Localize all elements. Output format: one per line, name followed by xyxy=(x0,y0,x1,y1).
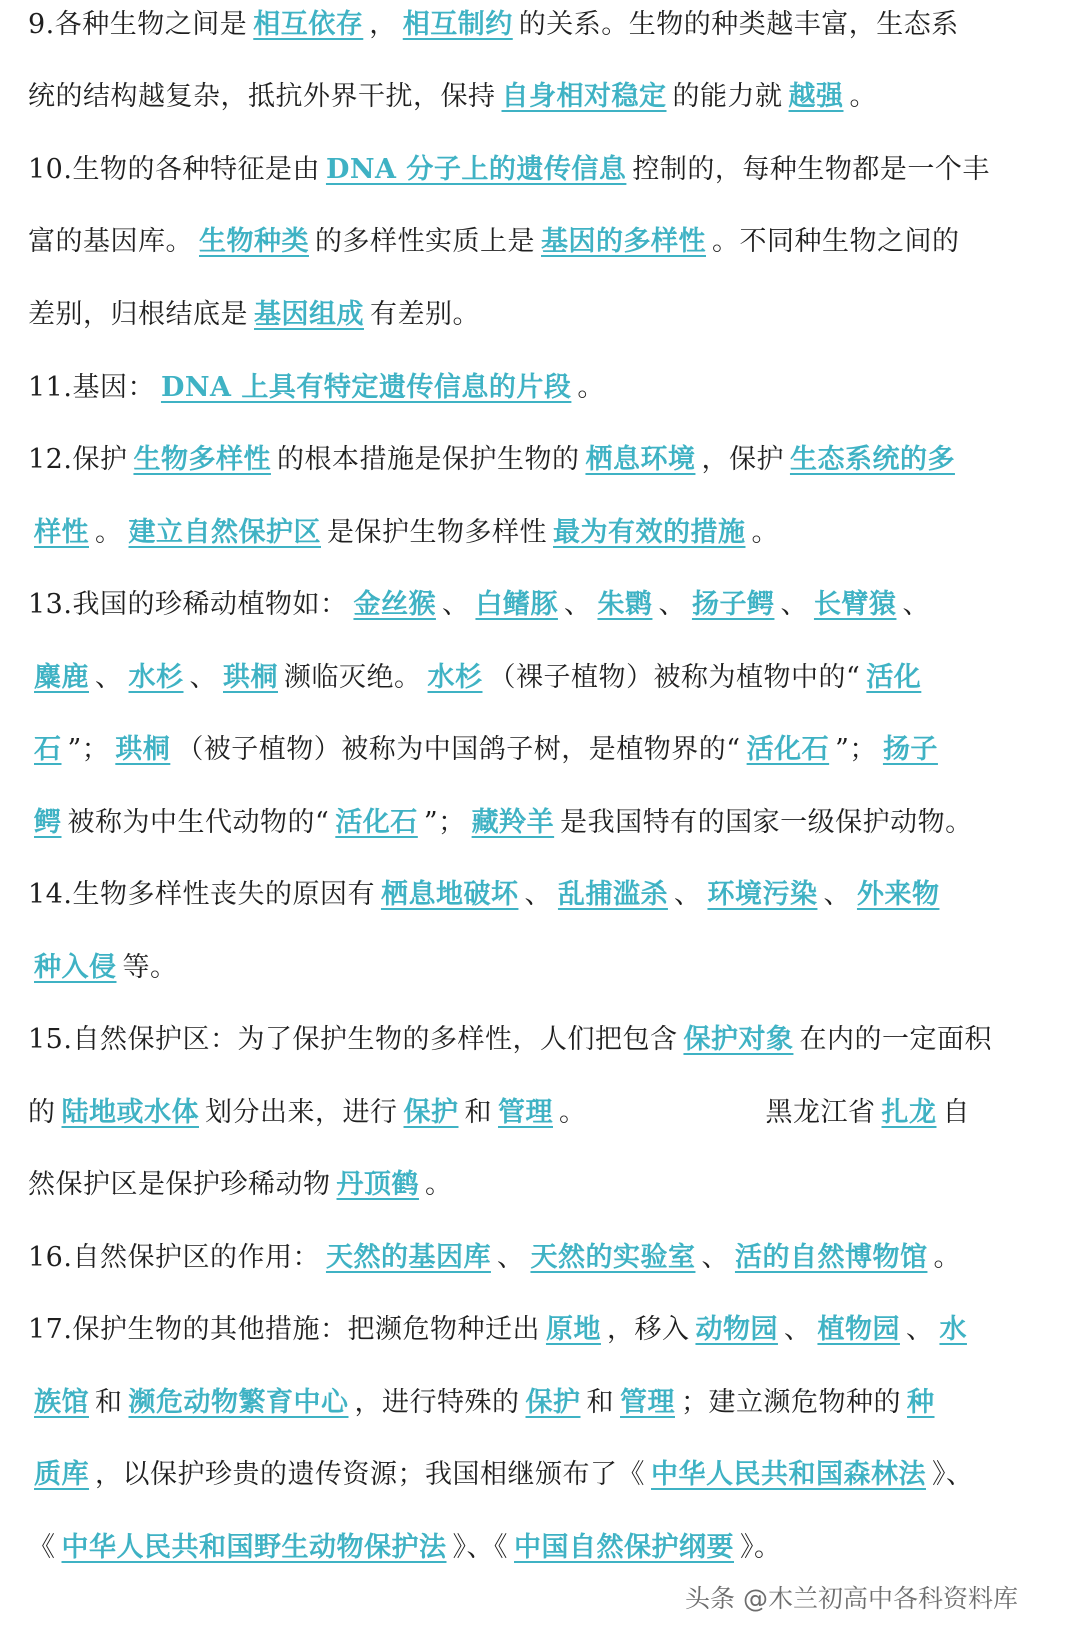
text-line xyxy=(28,222,960,262)
static-text: 》。 xyxy=(740,1532,782,1563)
static-text: 的能力就 xyxy=(672,81,783,112)
answer-blank: 藏羚羊 xyxy=(471,807,555,838)
text-line xyxy=(28,368,605,408)
answer-blank: 栖息地破坏 xyxy=(380,879,519,910)
static-text: 13.我国的珍稀动植物如： xyxy=(28,589,348,620)
answer-blank: 自身相对稳定 xyxy=(501,81,667,112)
answer-blank: 活化石 xyxy=(746,734,830,765)
static-text: 的根本措施是保护生物的 xyxy=(276,444,580,475)
text-line xyxy=(28,1020,992,1060)
static-text: 》、 xyxy=(932,1459,974,1490)
static-text: 。 xyxy=(95,517,123,548)
static-text: 和 xyxy=(95,1387,123,1418)
static-text: 15.自然保护区：为了保护生物的多样性，人们把包含 xyxy=(28,1024,678,1055)
static-text: 《 xyxy=(28,1532,56,1563)
static-text: 。不同种生物之间的 xyxy=(712,226,960,257)
static-text: 濒临灭绝。 xyxy=(284,662,422,693)
text-line xyxy=(28,513,779,553)
answer-blank: 中国自然保护纲要 xyxy=(514,1532,734,1563)
static-text: 有差别。 xyxy=(370,299,480,330)
static-text: 》、《 xyxy=(452,1532,508,1563)
answer-blank: 基因组成 xyxy=(254,299,364,330)
answer-blank: 鳄 xyxy=(34,807,62,838)
static-text: 、 xyxy=(905,1314,934,1345)
static-text: ”； xyxy=(423,807,466,838)
static-text: 、 xyxy=(780,589,808,620)
answer-blank: 水杉 xyxy=(128,662,184,693)
static-text: 差别，归根结底是 xyxy=(28,299,248,330)
static-text: 划分出来，进行 xyxy=(205,1097,398,1128)
answer-blank: 基因的多样性 xyxy=(541,226,706,257)
answer-blank: 最为有效的措施 xyxy=(553,517,746,548)
answer-blank: 白鳍豚 xyxy=(475,589,558,620)
text-line xyxy=(28,1238,961,1278)
answer-blank: 活化石 xyxy=(335,807,418,838)
answer-blank: 质库 xyxy=(34,1459,89,1490)
text-line xyxy=(28,295,480,335)
answer-blank: 动物园 xyxy=(695,1314,778,1345)
answer-blank: 保护对象 xyxy=(683,1024,794,1055)
answer-blank: 样性 xyxy=(34,517,89,548)
answer-blank: 保护 xyxy=(403,1097,459,1128)
answer-blank: 管理 xyxy=(620,1387,675,1418)
static-text: 、 xyxy=(701,1242,729,1273)
static-text: ，进行特殊的 xyxy=(354,1387,520,1418)
answer-blank: 濒危动物繁育中心 xyxy=(128,1387,349,1418)
static-text: 富的基因库。 xyxy=(28,226,193,257)
static-text: 然保护区是保护珍稀动物 xyxy=(28,1169,331,1200)
answer-blank: 朱鹮 xyxy=(597,589,653,620)
static-text: 、 xyxy=(524,879,552,910)
static-text: 、 xyxy=(658,589,686,620)
answer-blank: 珙桐 xyxy=(115,734,171,765)
static-text: 、 xyxy=(823,879,851,910)
static-text: ，保护 xyxy=(701,444,784,475)
static-text: 、 xyxy=(95,662,123,693)
answer-blank: 长臂猿 xyxy=(813,589,897,620)
static-text: 统的结构越复杂，抵抗外界干扰，保持 xyxy=(28,81,496,112)
static-text: 。 xyxy=(849,81,877,112)
answer-blank: 植物园 xyxy=(817,1314,900,1345)
answer-blank: 陆地或水体 xyxy=(61,1097,199,1128)
answer-blank: 中华人民共和国森林法 xyxy=(651,1459,926,1490)
text-line xyxy=(28,1528,782,1568)
static-text: 。 xyxy=(425,1169,453,1200)
static-text: 。 xyxy=(751,517,779,548)
static-text: 的 xyxy=(28,1097,56,1128)
static-text: 9.各种生物之间是 xyxy=(28,9,248,40)
static-text: （被子植物）被称为中国鸽子树，是植物界的“ xyxy=(176,734,741,765)
static-text: 、 xyxy=(563,589,592,620)
answer-blank: 活的自然博物馆 xyxy=(734,1242,928,1273)
static-text: 、 xyxy=(189,662,217,693)
text-line xyxy=(28,77,877,117)
answer-blank: 扬子 xyxy=(882,734,938,765)
answer-blank: 石 xyxy=(34,734,62,765)
answer-blank: 生物多样性 xyxy=(133,444,271,475)
answer-blank: 相互依存 xyxy=(253,9,364,40)
static-text: 14.生物多样性丧失的原因有 xyxy=(28,879,375,910)
answer-blank: 越强 xyxy=(788,81,844,112)
answer-blank: 扬子鳄 xyxy=(691,589,775,620)
static-text: 、 xyxy=(496,1242,525,1273)
static-text: 控制的，每种生物都是一个丰 xyxy=(632,154,990,185)
answer-blank: 珙桐 xyxy=(223,662,278,693)
static-text: ，移入 xyxy=(606,1314,690,1345)
static-text: 16.自然保护区的作用： xyxy=(28,1242,320,1273)
answer-blank: DNA 分子上的遗传信息 xyxy=(325,154,627,185)
answer-blank: 种 xyxy=(907,1387,935,1418)
static-text: 和 xyxy=(586,1387,614,1418)
static-text: 、 xyxy=(902,589,930,620)
static-text: 是保护生物多样性 xyxy=(327,517,547,548)
text-line xyxy=(28,585,930,625)
static-text: 、 xyxy=(441,589,470,620)
static-text: 。 xyxy=(577,372,605,403)
text-line xyxy=(28,5,959,45)
answer-blank: 活化 xyxy=(866,662,922,693)
answer-blank: 天然的基因库 xyxy=(325,1242,491,1273)
answer-blank: 中华人民共和国野生动物保护法 xyxy=(61,1532,447,1563)
static-text: ”； xyxy=(67,734,110,765)
answer-blank: 麋鹿 xyxy=(34,662,89,693)
answer-blank: 族馆 xyxy=(34,1387,89,1418)
answer-blank: 水 xyxy=(939,1314,967,1345)
answer-blank: 天然的实验室 xyxy=(530,1242,696,1273)
static-text: 、 xyxy=(783,1314,812,1345)
static-text: 等。 xyxy=(122,952,178,983)
text-line xyxy=(28,658,927,698)
answer-blank: 金丝猴 xyxy=(353,589,436,620)
answer-blank: 乱捕滥杀 xyxy=(557,879,668,910)
text-line xyxy=(28,1383,941,1423)
answer-blank: 丹顶鹤 xyxy=(336,1169,419,1200)
answer-blank: DNA 上具有特定遗传信息的片段 xyxy=(160,372,572,403)
static-text: 。 xyxy=(933,1242,961,1273)
text-line xyxy=(28,1093,970,1133)
watermark-text: 头条 @木兰初高中各科资料库 xyxy=(685,1584,1018,1613)
answer-blank: 生物种类 xyxy=(199,226,309,257)
static-text: 在内的一定面积 xyxy=(799,1024,992,1055)
text-line xyxy=(28,150,990,190)
static-text: 11.基因： xyxy=(28,372,155,403)
static-text: 自 xyxy=(942,1097,970,1128)
static-text: ；建立濒危物种的 xyxy=(681,1387,901,1418)
answer-blank: 建立自然保护区 xyxy=(128,517,321,548)
answer-blank: 相互制约 xyxy=(402,9,513,40)
answer-blank: 扎龙 xyxy=(881,1097,937,1128)
static-text: ”； xyxy=(835,734,877,765)
text-line xyxy=(28,948,178,988)
static-text: 、 xyxy=(673,879,702,910)
text-line xyxy=(28,875,945,915)
text-line xyxy=(28,730,944,770)
static-text: ， xyxy=(369,9,397,40)
text-line xyxy=(28,1310,973,1350)
static-text: 10.生物的各种特征是由 xyxy=(28,154,320,185)
answer-blank: 种入侵 xyxy=(34,952,117,983)
static-text: （裸子植物）被称为植物中的“ xyxy=(488,662,861,693)
static-text: 被称为中生代动物的“ xyxy=(67,807,330,838)
static-text: 17.保护生物的其他措施：把濒危物种迁出 xyxy=(28,1314,540,1345)
text-line xyxy=(28,1165,453,1205)
text-line xyxy=(28,1455,974,1495)
static-text: 和 xyxy=(464,1097,492,1128)
answer-blank: 外来物 xyxy=(856,879,940,910)
static-text: 。 黑龙江省 xyxy=(559,1097,876,1128)
answer-blank: 栖息环境 xyxy=(585,444,696,475)
static-text: ，以保护珍贵的遗传资源；我国相继颁布了《 xyxy=(95,1459,645,1490)
answer-blank: 原地 xyxy=(545,1314,601,1345)
static-text: 的多样性实质上是 xyxy=(315,226,535,257)
static-text: 的关系。生物的种类越丰富，生态系 xyxy=(518,9,959,40)
text-line xyxy=(28,803,973,843)
answer-blank: 水杉 xyxy=(427,662,483,693)
text-line xyxy=(28,440,961,480)
answer-blank: 生态系统的多 xyxy=(789,444,955,475)
answer-blank: 管理 xyxy=(498,1097,553,1128)
answer-blank: 保护 xyxy=(525,1387,581,1418)
static-text: 是我国特有的国家一级保护动物。 xyxy=(560,807,973,838)
answer-blank: 环境污染 xyxy=(707,879,818,910)
static-text: 12.保护 xyxy=(28,444,128,475)
